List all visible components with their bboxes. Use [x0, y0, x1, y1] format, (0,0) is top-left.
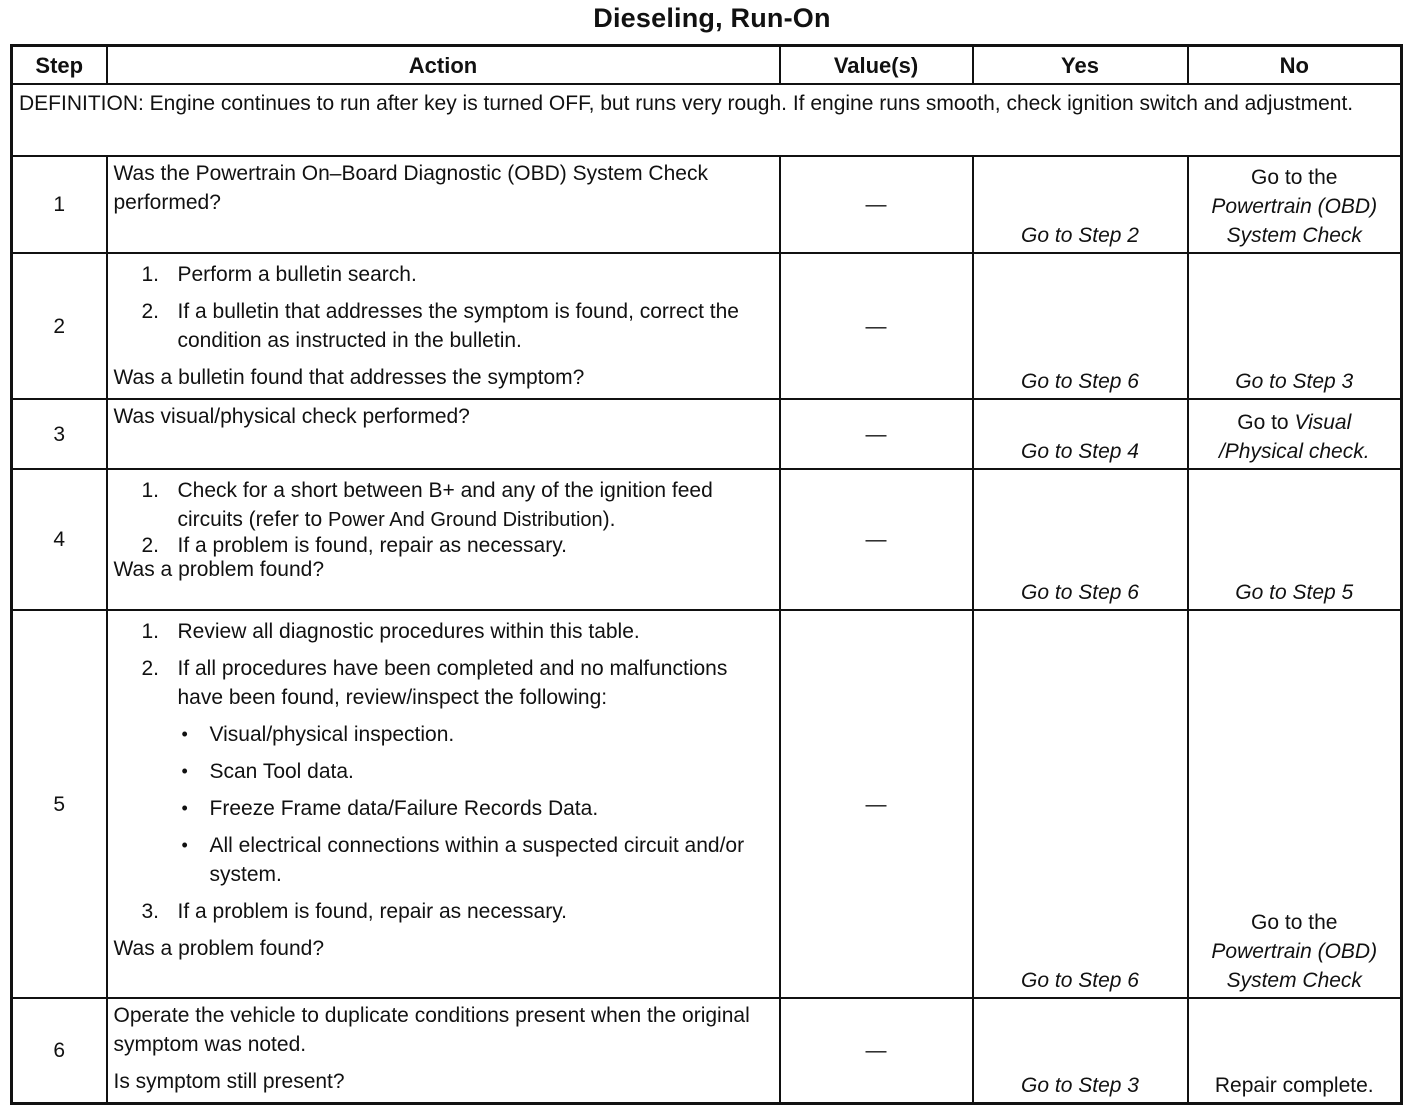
action-list: [114, 260, 773, 355]
step-number: 2: [12, 253, 107, 399]
action-cell: [107, 998, 780, 1104]
header-row: [12, 46, 1402, 85]
no-cell: [1188, 156, 1402, 253]
no-result-line: Go to the: [1251, 911, 1338, 934]
no-cell: [1188, 469, 1402, 610]
step-number: 4: [12, 469, 107, 610]
no-result-link: Powertrain (OBD): [1211, 940, 1378, 963]
question-text: Was the Powertrain On–Board Diagnostic (OBD) System Check performed?: [113, 162, 708, 214]
bullet-item: • Scan Tool data.: [181, 760, 354, 783]
yes-cell: [973, 399, 1188, 469]
list-item: 1. Review all diagnostic procedures within this table.: [141, 620, 640, 643]
yes-result: Go to Step 6: [1021, 969, 1139, 992]
list-item: 2. If a problem is found, repair as necessary.: [141, 534, 567, 557]
list-item: 2. If a bulletin that addresses the symptom is found, correct the condition as instructed in the bulletin.: [141, 300, 739, 352]
step-number: 1: [12, 156, 107, 253]
value-cell: [780, 156, 973, 253]
no-result: Go to Step 5: [1235, 581, 1354, 604]
action-cell: [107, 253, 780, 399]
no-result-link: System Check: [1226, 224, 1362, 247]
table-row: [12, 253, 1402, 399]
step-number: 5: [12, 610, 107, 998]
value-cell: [780, 399, 973, 469]
bullet-item: • Visual/physical inspection.: [181, 723, 455, 746]
header-action: Action: [107, 46, 780, 85]
value-dash: —: [865, 792, 887, 816]
yes-result: Go to Step 3: [1021, 1074, 1139, 1097]
header-no: No: [1188, 46, 1402, 85]
question-text: Is symptom still present?: [113, 1070, 345, 1093]
value-cell: [780, 610, 973, 998]
yes-cell: [973, 253, 1188, 399]
value-dash: —: [865, 193, 887, 216]
action-cell: [107, 610, 780, 998]
no-result-line: Go to Visual: [1237, 411, 1352, 434]
table-row: [12, 998, 1402, 1104]
action-cell: [107, 399, 780, 469]
question-text: Was a problem found?: [113, 558, 325, 581]
no-cell: [1188, 998, 1402, 1104]
action-text: Operate the vehicle to duplicate conditions present when the original symptom was noted.: [113, 1004, 750, 1056]
list-item: 1. Check for a short between B+ and any of the ignition feed circuits (refer to Power And Ground Distribution).: [141, 479, 713, 531]
step-number: 3: [12, 399, 107, 469]
yes-cell: [973, 156, 1188, 253]
question-text: Was a problem found?: [113, 937, 325, 960]
question-text: Was visual/physical check performed?: [113, 405, 470, 428]
no-result: Go to Step 3: [1235, 370, 1354, 393]
action-list: [114, 476, 773, 558]
no-result-link: /Physical check.: [1218, 440, 1370, 463]
header-yes: Yes: [973, 46, 1188, 85]
no-result: Repair complete.: [1214, 1074, 1374, 1097]
yes-result: Go to Step 6: [1021, 370, 1139, 393]
no-cell: [1188, 399, 1402, 469]
value-dash: —: [865, 314, 887, 338]
header-values: Value(s): [780, 46, 973, 85]
value-dash: —: [865, 422, 887, 446]
action-list: [114, 617, 773, 926]
value-dash: —: [865, 1039, 887, 1062]
bullet-item: • All electrical connections within a suspected circuit and/or system.: [181, 834, 745, 886]
no-result-link: System Check: [1226, 969, 1362, 992]
definition-text: DEFINITION: Engine continues to run after key is turned OFF, but runs very rough. If engine runs smooth, check ignition switch and adjustment.: [12, 84, 1402, 156]
page-title: Dieseling, Run-On: [593, 3, 831, 33]
value-cell: [780, 469, 973, 610]
definition-row: [12, 84, 1402, 156]
value-cell: [780, 253, 973, 399]
no-result-line: Go to the: [1251, 166, 1338, 189]
bullet-item: • Freeze Frame data/Failure Records Data.: [181, 797, 599, 820]
yes-cell: [973, 998, 1188, 1104]
yes-result: Go to Step 4: [1021, 440, 1139, 463]
no-cell: [1188, 253, 1402, 399]
diagnostic-table: [10, 44, 1403, 1105]
no-cell: [1188, 610, 1402, 998]
header-step: Step: [12, 46, 107, 85]
value-cell: [780, 998, 973, 1104]
table-row: [12, 399, 1402, 469]
table-row: [12, 469, 1402, 610]
yes-cell: [973, 469, 1188, 610]
list-item: 2. If all procedures have been completed and no malfunctions have been found, review/inspect the following: • Visual/physical inspection. • Scan Tool data. • Freeze Frame data/Failure Records Data. • All electrical connections within a suspected circuit and/or system.: [114, 654, 773, 889]
action-cell: [107, 156, 780, 253]
value-dash: —: [865, 528, 887, 551]
question-text: Was a bulletin found that addresses the symptom?: [113, 366, 585, 389]
no-result-link: Powertrain (OBD): [1211, 195, 1378, 218]
step-number: 6: [12, 998, 107, 1104]
yes-cell: [973, 610, 1188, 998]
table-row: [12, 610, 1402, 998]
action-cell: [107, 469, 780, 610]
yes-result: Go to Step 2: [1021, 224, 1139, 247]
yes-result: Go to Step 6: [1021, 581, 1139, 604]
inspection-list: [178, 720, 773, 889]
table-row: [12, 156, 1402, 253]
list-item: 3. If a problem is found, repair as necessary.: [141, 900, 567, 923]
list-item: 1. Perform a bulletin search.: [141, 263, 417, 286]
